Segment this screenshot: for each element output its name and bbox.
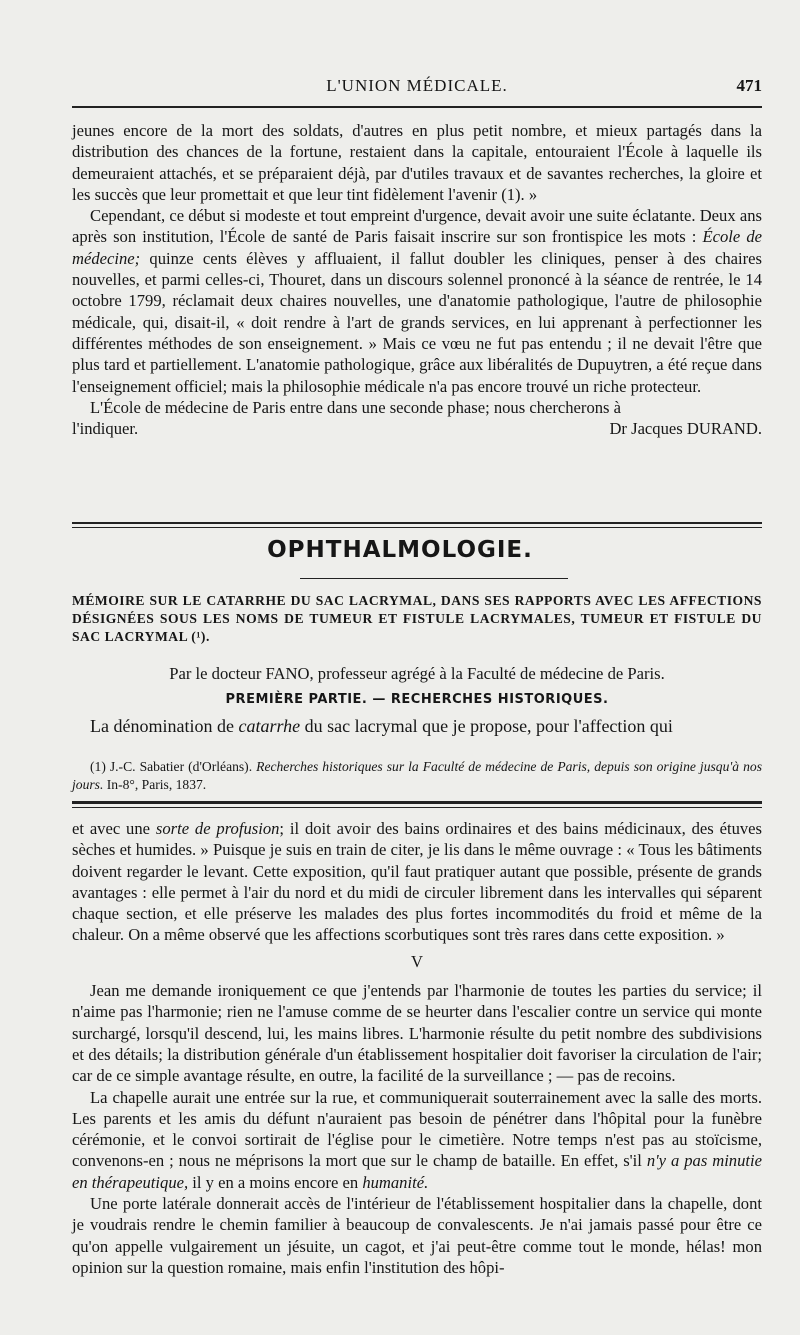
paragraph: et avec une sorte de profusion; il doit avoir des bains ordinaires et des bains médicinaux, des étuves sèches et humides. » Puisque je suis en train de citer, je lis dans le même ouvrage : « Tous les bâtiments doivent regarder le levant. Cette exposition, qu'il faut pratiquer autant que possible, présente de grands avantages : elle permet à l'air du nord et du midi de circuler librement dans les intervalles qui séparent chaque section, et elle préserve les malades des plus fortes incommodités du froid et même de la chaleur. On a même observé que les affections scorbutiques sont très rares dans cette exposition. » (72, 819, 762, 945)
top-article-text (72, 120, 762, 439)
signature-line: l'indiquer. Dr Jacques DURAND. (72, 419, 762, 439)
journal-title: L'UNION MÉDICALE. (326, 76, 508, 95)
feuilleton-rule (72, 801, 762, 804)
feuilleton-text (72, 818, 762, 1278)
paragraph: La chapelle aurait une entrée sur la rue, et communiquerait souterrainement avec la salle des morts. Les parents et les amis du défunt n'auraient pas besoin de pénétrer dans l'hôpital pour la funèbre cérémonie, et le convoi sortirait de l'église pour le cimetière. Notre temps n'est pas au stoïcisme, convenons-en ; nous ne méprisons la mort que sur le champ de bataille. En effet, s'il n'y a pas minutie en thérapeutique, il y en a moins encore en humanité. (72, 1087, 762, 1192)
paragraph: jeunes encore de la mort des soldats, d'autres en plus petit nombre, et mieux partagés dans la distribution des chances de la fortune, restaient dans la capitale, entouraient l'École à laquelle ils demeuraient attachés, et se préparaient déjà, par d'utiles travaux et de savantes recherches, la gloire et les succès que leur promettait et que leur tint fidèlement l'avenir (1). » (72, 121, 762, 204)
article-first-line: La dénomination de catarrhe du sac lacrymal que je propose, pour l'affection qui (90, 716, 673, 736)
paragraph: L'École de médecine de Paris entre dans une seconde phase; nous chercherons à (90, 397, 622, 417)
footnote: (1) J.-C. Sabatier (d'Orléans). Recherches historiques sur la Faculté de médecine de Paris, depuis son origine jusqu'à nos jours. In-8°, Paris, 1837. (72, 759, 762, 792)
heading-underline (300, 578, 568, 579)
signature: Dr Jacques DURAND. (609, 419, 762, 439)
section-heading: OPHTHALMOLOGIE. (267, 537, 533, 563)
paragraph: Cependant, ce début si modeste et tout empreint d'urgence, devait avoir une suite éclatante. Deux ans après son institution, l'École de santé de Paris faisait inscrire sur son frontispice les mots : École de médecine; quinze cents élèves y affluaient, il fallut doubler les cliniques, penser à des chaires nouvelles, et parmi celles-ci, Thouret, dans un discours solennel prononcé à la séance de rentrée, le 14 octobre 1799, réclamait deux chaires nouvelles, une d'anatomie pathologique, l'autre de philosophie médicale, qui, disait-il, « doit rendre à l'art de grands services, en lui apprenant à perfectionner les différentes méthodes de son enseignement. » Mais ce vœu ne fut pas entendu ; il ne devait l'être que plus tard et partiellement. L'anatomie pathologique, grâce aux libéralités de Dupuytren, a été reçue dans l'enseignement officiel; mais la philosophie médicale n'a pas encore trouvé un riche protecteur. (72, 206, 762, 396)
section-rule (72, 522, 762, 524)
section-numeral: V (411, 951, 423, 971)
paragraph: Jean me demande ironiquement ce que j'entends par l'harmonie de toutes les parties du service; il n'aime pas l'harmonie; rien ne l'amuse comme de se heurter dans l'escalier contre un service qui monte surchargé, lorsqu'il descend, lui, les mains libres. L'harmonie résulte du petit nombre des subdivisions et des détails; la distribution générale d'un établissement hospitalier doit favoriser la circulation de l'air; car de ce simple avantage résulte, en outre, la facilité de la surveillance ; — pas de recoins. (72, 981, 762, 1086)
section-rule-thin (72, 527, 762, 528)
article-author: Par le docteur FANO, professeur agrégé à la Faculté de médecine de Paris. (169, 664, 665, 683)
running-header (72, 76, 762, 102)
page-number: 471 (736, 76, 762, 95)
feuilleton-rule-thin (72, 807, 762, 808)
header-rule (72, 106, 762, 108)
paragraph: Une porte latérale donnerait accès de l'intérieur de l'établissement hospitalier dans la chapelle, dont je voudrais rendre le chemin familier à beaucoup de convalescents. Je n'ai jamais passé pour être ce qu'on appelle vulgairement un jésuite, un cagot, et j'ai peut-être comme tout le monde, hélas! mon opinion sur la question romaine, mais enfin l'institution des hôpi- (72, 1194, 762, 1277)
article-title: MÉMOIRE SUR LE CATARRHE DU SAC LACRYMAL, DANS SES RAPPORTS AVEC LES AFFECTIONS DÉSIGNÉES SOUS LES NOMS DE TUMEUR ET FISTULE LACRYMALES, TUMEUR ET FISTULE DU SAC LACRYMAL (¹). (72, 593, 762, 644)
part-heading: PREMIÈRE PARTIE. — RECHERCHES HISTORIQUES. (225, 692, 609, 707)
